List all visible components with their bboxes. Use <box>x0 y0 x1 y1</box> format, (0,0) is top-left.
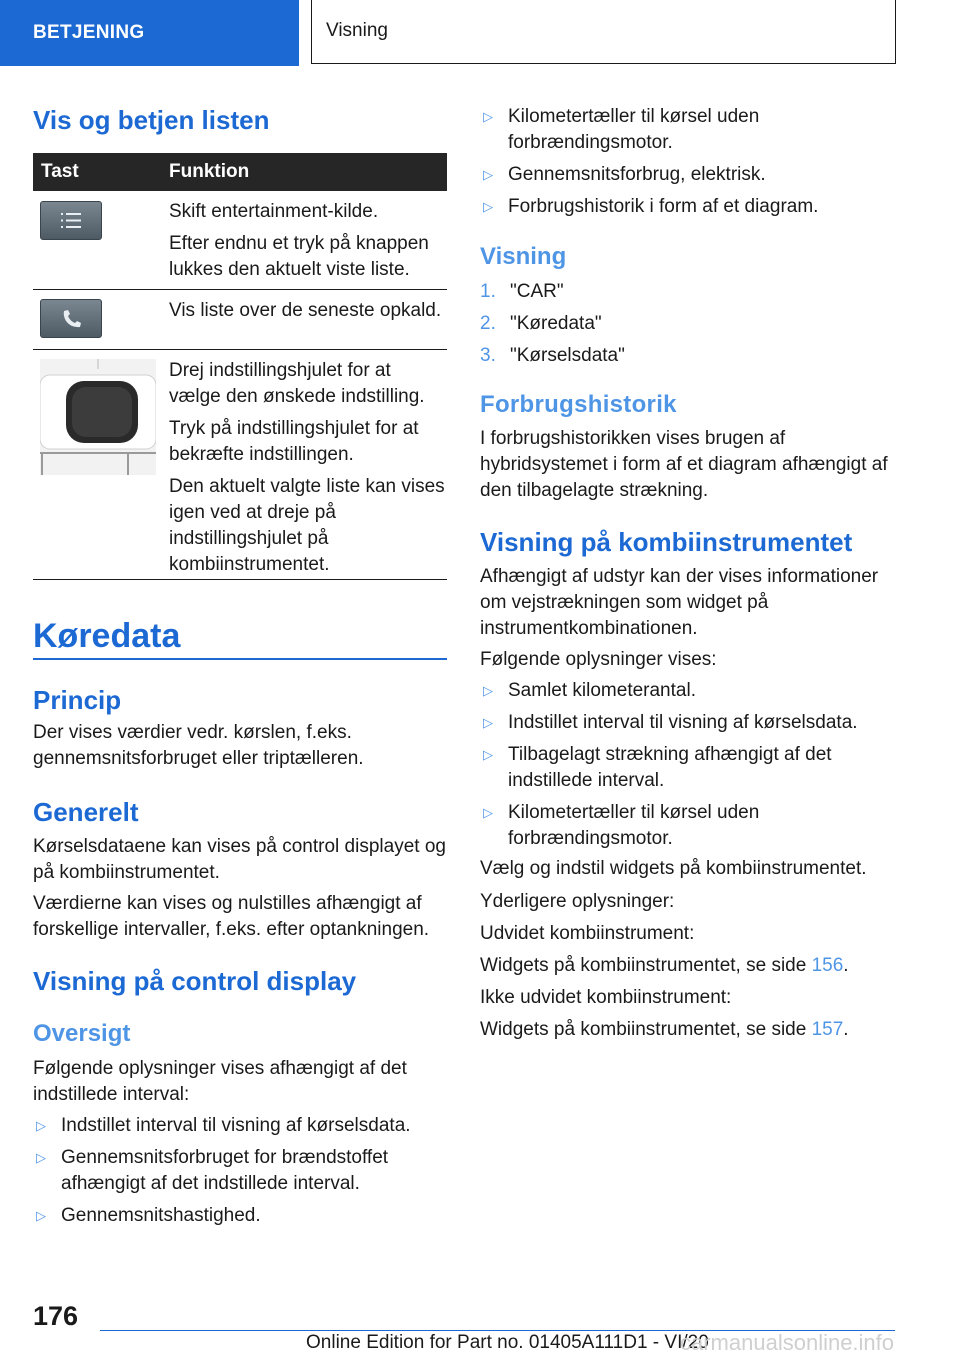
controller-knob-image <box>40 359 156 475</box>
list-item-text: Forbrugshistorik i form af et diagram. <box>508 196 819 217</box>
list-item <box>480 800 895 852</box>
page-reference-2 <box>480 1017 895 1043</box>
visning-control-display-heading: Visning på control display <box>33 966 357 996</box>
step-number: 2. <box>480 313 496 334</box>
list-item-text: Samlet kilometerantal. <box>508 680 696 701</box>
list-item <box>480 162 895 188</box>
generelt-text-1: Kørselsdataene kan vises på control displayet og på kombiinstrumentet. <box>33 836 446 883</box>
reference-text: Widgets på kombiinstrumentet, se side <box>480 955 812 976</box>
table-header <box>33 153 447 191</box>
list-item <box>33 1113 447 1139</box>
step-text: "CAR" <box>510 281 564 302</box>
triangle-bullet-icon: ▷ <box>36 1118 46 1133</box>
topic-tab: Visning <box>311 0 896 64</box>
list-item-text: Kilometertæller til kørsel uden forbrændingsmotor. <box>508 802 760 849</box>
list-item <box>480 343 895 369</box>
list-item <box>480 742 895 794</box>
list-item-text: Gennemsnitshastighed. <box>61 1205 261 1226</box>
watermark: carmanualsonline.info <box>680 1330 895 1355</box>
step-text: "Køredata" <box>510 313 602 334</box>
table-cell-text: Skift entertainment-kilde. <box>169 201 379 222</box>
table-row <box>33 290 447 350</box>
step-text: "Kørselsdata" <box>510 345 625 366</box>
triangle-bullet-icon: ▷ <box>483 167 493 182</box>
visning-heading: Visning <box>480 243 567 270</box>
step-number: 3. <box>480 345 496 366</box>
chapter-rule <box>33 658 447 660</box>
phone-button-icon <box>40 299 102 338</box>
more-info-label: Yderligere oplysninger: <box>480 891 675 912</box>
col-header-function: Funktion <box>169 161 250 182</box>
table-cell-text: Efter endnu et tryk på knappen lukkes den aktuelt viste liste. <box>169 233 429 280</box>
list-item <box>480 104 895 156</box>
visning-numbered-list <box>480 279 895 375</box>
list-item <box>480 710 895 736</box>
forbrugshistorik-text: I forbrugshistorikken vises brugen af hybridsystemet i form af et diagram afhængigt af den tilbagelagte strækning. <box>480 428 888 501</box>
reference-period: . <box>843 955 849 976</box>
page-number: 176 <box>33 1301 79 1331</box>
list-item <box>33 1145 447 1197</box>
triangle-bullet-icon: ▷ <box>483 747 493 762</box>
table-row <box>33 191 447 290</box>
list-item-text: Gennemsnitsforbrug, elektrisk. <box>508 164 766 185</box>
edition-text: Online Edition for Part no. 01405A111D1 - VI/20 <box>306 1332 709 1353</box>
widgets-text: Vælg og indstil widgets på kombiinstrumentet. <box>480 858 867 879</box>
kombi-text-1: Afhængigt af udstyr kan der vises informationer om vejstrækningen som widget på instrumentkombinationen. <box>480 566 879 639</box>
triangle-bullet-icon: ▷ <box>36 1150 46 1165</box>
top-bullet-list <box>480 104 895 226</box>
key-function-table <box>33 153 447 580</box>
list-item <box>33 1203 447 1229</box>
non-extended-cluster-label: Ikke udvidet kombiinstrument: <box>480 987 732 1008</box>
table-cell-text: Tryk på indstillingshjulet for at bekræfte indstillingen. <box>169 418 419 465</box>
step-number: 1. <box>480 281 496 302</box>
triangle-bullet-icon: ▷ <box>483 109 493 124</box>
table-cell-text: Vis liste over de seneste opkald. <box>169 300 442 321</box>
generelt-text-2: Værdierne kan vises og nulstilles afhængigt af forskellige intervaller, f.eks. efter optankningen. <box>33 893 430 940</box>
kombi-bullet-list <box>480 678 895 858</box>
reference-period: . <box>843 1019 849 1040</box>
forbrugshistorik-heading: Forbrugshistorik <box>480 391 677 418</box>
page-link-156[interactable]: 156 <box>811 955 844 976</box>
triangle-bullet-icon: ▷ <box>483 805 493 820</box>
princip-heading: Princip <box>33 685 122 715</box>
kombi-text-2: Følgende oplysninger vises: <box>480 649 717 670</box>
oversigt-text: Følgende oplysninger vises afhængigt af det indstillede interval: <box>33 1058 407 1105</box>
list-item-text: Indstillet interval til visning af kørselsdata. <box>61 1115 411 1136</box>
list-item-text: Indstillet interval til visning af kørselsdata. <box>508 712 858 733</box>
triangle-bullet-icon: ▷ <box>483 715 493 730</box>
list-menu-button-icon <box>40 201 102 240</box>
list-item-text: Gennemsnitsforbruget for brændstoffet afhængigt af det indstillede interval. <box>61 1147 389 1194</box>
page-link-157[interactable]: 157 <box>811 1019 844 1040</box>
list-item <box>480 279 895 305</box>
extended-cluster-label: Udvidet kombiinstrument: <box>480 923 695 944</box>
list-item <box>480 311 895 337</box>
page-header <box>0 0 960 66</box>
oversigt-heading: Oversigt <box>33 1020 131 1047</box>
triangle-bullet-icon: ▷ <box>483 199 493 214</box>
list-item <box>480 678 895 704</box>
col-header-key: Tast <box>41 161 79 182</box>
page-reference-1 <box>480 953 895 979</box>
section-heading: Vis og betjen listen <box>33 105 270 135</box>
table-cell-text: Drej indstillingshjulet for at vælge den ønskede indstilling. <box>169 360 425 407</box>
oversigt-bullet-list <box>33 1113 447 1235</box>
triangle-bullet-icon: ▷ <box>36 1208 46 1223</box>
triangle-bullet-icon: ▷ <box>483 683 493 698</box>
list-item-text: Tilbagelagt strækning afhængigt af det indstillede interval. <box>508 744 832 791</box>
princip-text: Der vises værdier vedr. kørslen, f.eks. gennemsnitsforbruget eller triptælleren. <box>33 722 364 769</box>
reference-text: Widgets på kombiinstrumentet, se side <box>480 1019 812 1040</box>
list-item <box>480 194 895 220</box>
table-cell-text: Den aktuelt valgte liste kan vises igen ved at dreje på indstillingshjulet på kombiinstrumentet. <box>169 476 445 575</box>
chapter-title: Køredata <box>33 617 181 655</box>
table-row <box>33 350 447 580</box>
section-tab: BETJENING <box>0 0 299 66</box>
kombi-heading: Visning på kombiinstrumentet <box>480 527 853 557</box>
generelt-heading: Generelt <box>33 797 139 827</box>
list-item-text: Kilometertæller til kørsel uden forbrændingsmotor. <box>508 106 760 153</box>
